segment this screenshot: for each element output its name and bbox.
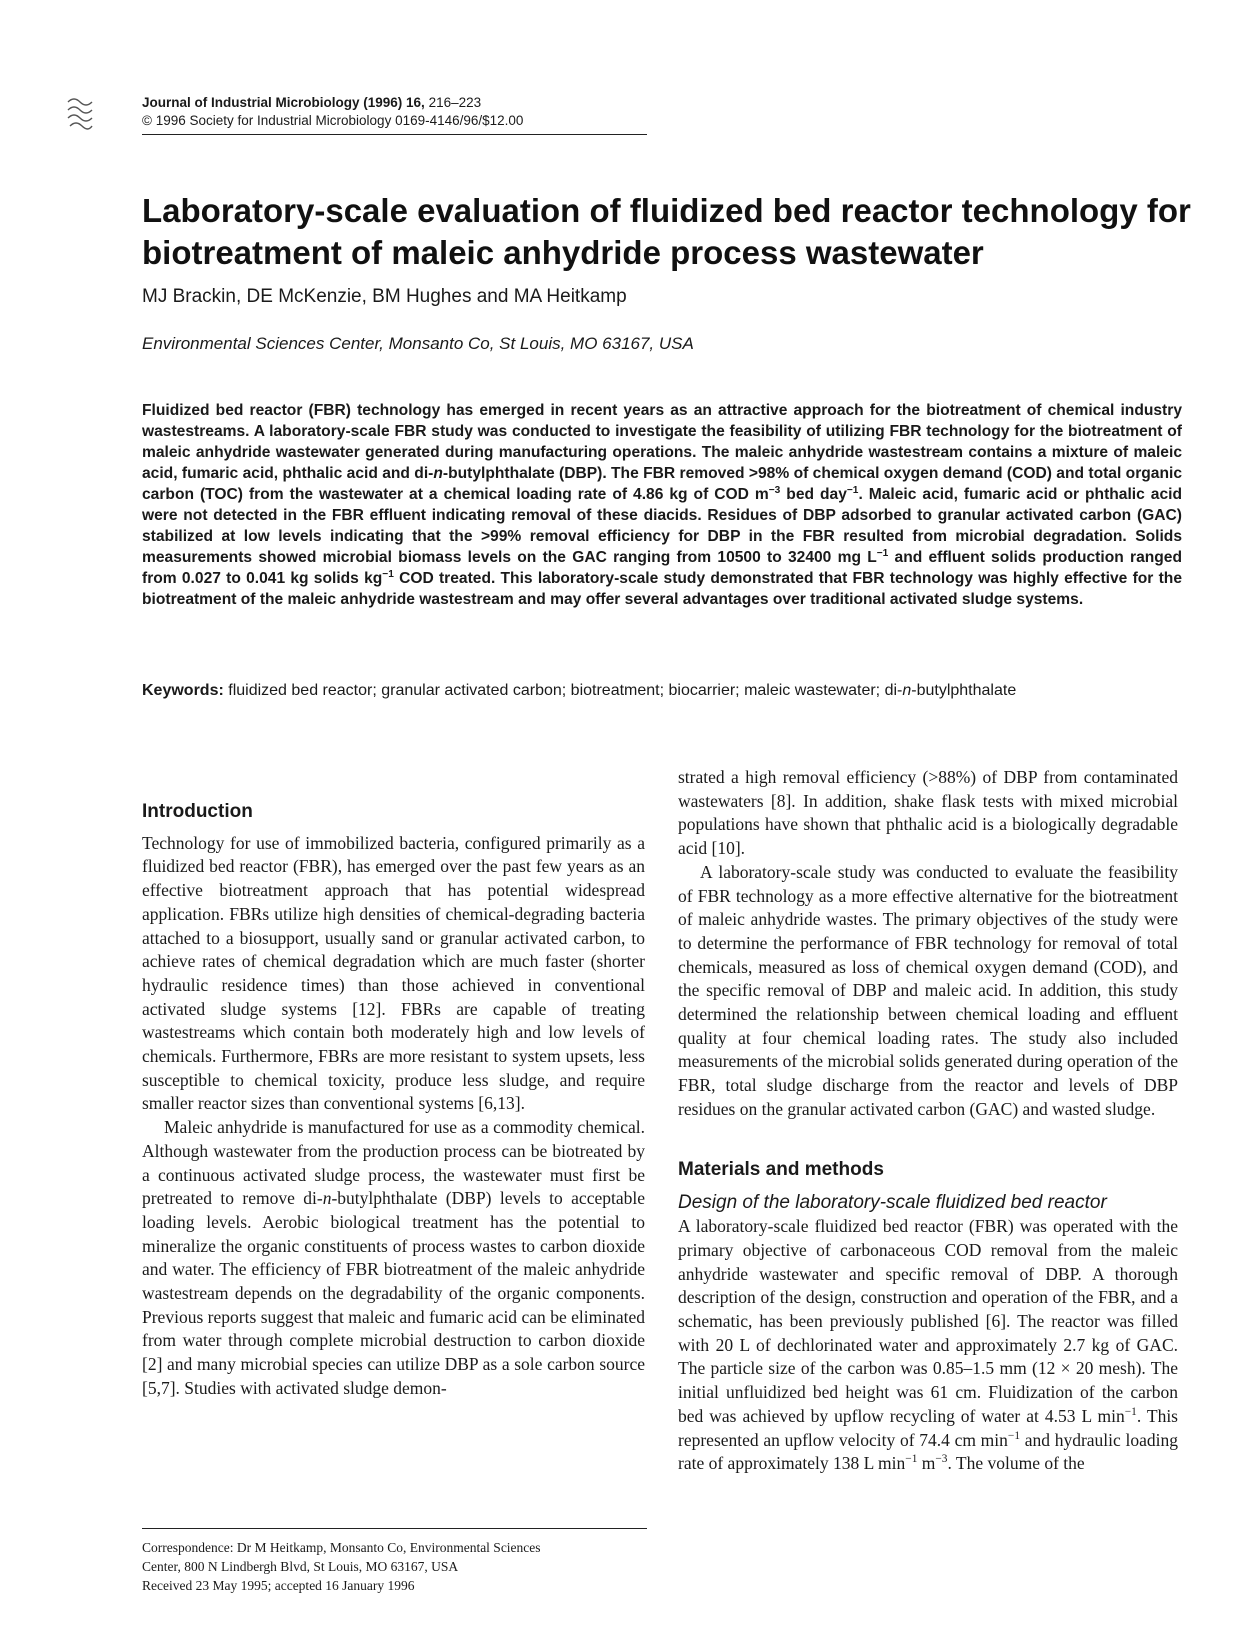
footnote-line: Center, 800 N Lindbergh Blvd, St Louis, MO 63167, USA <box>142 1559 459 1574</box>
paragraph-superscript: −1 <box>1007 1429 1021 1442</box>
paragraph-superscript: −3 <box>935 1453 948 1466</box>
abstract-text: -butylphthalate (DBP). The FBR removed >98% of chemical oxygen demand (COD) and total organic carbon (TOC) from the wastewater at a chemical loading rate of 4.86 kg of COD m <box>142 465 1182 503</box>
paragraph-text: Maleic anhydride is manufactured for use as a commodity chemical. Although wastewater from the production process can be biotreated by a continuous activated sludge process, the wastewater must first be pretreated to remove di- <box>142 1117 645 1209</box>
right-paragraph-2: A laboratory-scale study was conducted to evaluate the feasibility of FBR technology as a more effective alternative for the biotreatment of maleic anhydride wastes. The primary objectives of the study were to determine the performance of FBR technology for removal of total chemicals, measured as loss of chemical oxygen demand (COD), and the specific removal of DBP and maleic acid. In addition, this study determined the relationship between chemical loading and effluent quality at four chemical loading rates. The study also included measurements of the microbial solids generated during operation of the FBR, total sludge discharge from the reactor and levels of DBP residues on the granular activated carbon (GAC) and wasted sludge. <box>678 861 1178 1119</box>
abstract-text: . Maleic acid, fumaric acid or phthalic acid were not detected in the FBR effluent indicating removal of these diacids. Residues of DBP adsorbed to granular activated carbon (GAC) stabilized at low levels indicating that the >99% removal efficiency for DBP in the FBR resulted from microbial degradation. Solids measurements showed microbial biomass levels on the GAC ranging from 10500 to 32400 mg L <box>142 486 1182 566</box>
abstract-superscript: −1 <box>846 484 859 496</box>
authors: MJ Brackin, DE McKenzie, BM Hughes and MA Heitkamp <box>142 286 627 307</box>
journal-header <box>142 94 523 130</box>
abstract-italic: n <box>433 465 443 482</box>
intro-paragraph-1: Technology for use of immobilized bacteria, configured primarily as a fluidized bed reactor (FBR), has emerged over the past few years as an effective biotreatment approach that has potential widespread application. FBRs utilize high densities of chemical-degrading bacteria attached to a biosupport, usually sand or granular activated carbon, to achieve rates of chemical degradation which are much faster (shorter hydraulic residence times) than those achieved in conventional activated sludge systems [12]. FBRs are capable of treating wastestreams which contain both moderately high and low levels of chemicals. Furthermore, FBRs are more resistant to system upsets, less susceptible to chemical toxicity, produce less sludge, and require smaller reactor sizes than conventional systems [6,13]. <box>142 832 645 1114</box>
paragraph-text: . This represented an upflow velocity of 74.4 cm min <box>678 1405 1178 1450</box>
abstract-text: Fluidized bed reactor (FBR) technology has emerged in recent years as an attractive approach for the biotreatment of chemical industry wastestreams. A laboratory-scale FBR study was conducted to investigate the feasibility of utilizing FBR technology for the biotreatment of maleic anhydride wastewater generated during manufacturing operations. The maleic anhydride wastestream contains a mixture of maleic acid, fumaric acid, phthalic acid and di- <box>142 402 1182 482</box>
paragraph-superscript: −1 <box>905 1453 918 1466</box>
paragraph-superscript: −1 <box>1124 1406 1137 1419</box>
header-rule <box>142 134 647 135</box>
correspondence-footnote <box>142 1538 647 1595</box>
introduction-heading: Introduction <box>142 801 253 822</box>
society-logo-icon <box>64 94 96 134</box>
paragraph-text: m <box>917 1453 936 1474</box>
keywords-italic: n <box>902 682 912 699</box>
paragraph-text: . The volume of the <box>947 1453 1085 1474</box>
footnote-line: Received 23 May 1995; accepted 16 January 1996 <box>142 1578 415 1593</box>
paragraph-italic: n <box>322 1188 332 1209</box>
abstract-text: COD treated. This laboratory-scale study demonstrated that FBR technology was highly effective for the biotreatment of the maleic anhydride wastestream and may offer several advantages over traditional activated sludge systems. <box>142 570 1182 608</box>
keywords-text-end: -butylphthalate <box>911 682 1017 699</box>
keywords <box>142 680 1187 702</box>
keywords-text: fluidized bed reactor; granular activated carbon; biotreatment; biocarrier; maleic wastewater; di- <box>223 682 903 699</box>
design-subheading: Design of the laboratory-scale fluidized bed reactor <box>678 1192 1107 1214</box>
footnote-rule <box>142 1528 647 1529</box>
journal-pages: 216–223 <box>424 95 482 110</box>
journal-copyright: © 1996 Society for Industrial Microbiology 0169-4146/96/$12.00 <box>142 113 524 128</box>
footnote-line: Correspondence: Dr M Heitkamp, Monsanto Co, Environmental Sciences <box>142 1540 541 1555</box>
paragraph-text: A laboratory-scale fluidized bed reactor (FBR) was operated with the primary objective of carbonaceous COD removal from the maleic anhydride wastewater and specific removal of DBP. A thorough description of the design, construction and operation of the FBR, and a schematic, has been previously published [6]. The reactor was filled with 20 L of dechlorinated water and approximately 2.7 kg of GAC. The particle size of the carbon was 0.85–1.5 mm (12 × 20 mesh). The initial unfluidized bed height was 61 cm. Fluidization of the carbon bed was achieved by upflow recycling of water at 4.53 L min <box>678 1216 1178 1426</box>
intro-paragraph-2 <box>142 1116 645 1400</box>
journal-name: Journal of Industrial Microbiology (1996) 16, <box>142 95 425 110</box>
paper-title: Laboratory-scale evaluation of fluidized bed reactor technology for biotreatment of maleic anhydride process wastewater <box>142 192 1191 271</box>
paragraph-text: -butylphthalate (DBP) levels to acceptable loading levels. Aerobic biological treatment has the potential to mineralize the organic constituents of process wastes to carbon dioxide and water. The efficiency of FBR biotreatment of the maleic anhydride wastestream depends on the degradability of the organic components. Previous reports suggest that maleic and fumaric acid can be eliminated from water through complete microbial destruction to carbon dioxide [2] and many microbial species can utilize DBP as a sole carbon source [5,7]. Studies with activated sludge demon- <box>142 1188 645 1398</box>
methods-heading: Materials and methods <box>678 1158 884 1180</box>
left-column <box>142 800 645 1401</box>
keywords-label: Keywords: <box>142 682 224 699</box>
right-paragraph-1: strated a high removal efficiency (>88%) of DBP from contaminated wastewaters [8]. In addition, shake flask tests with mixed microbial populations have shown that phthalic acid is a biologically degradable acid [10]. <box>678 767 1178 859</box>
abstract-text: and effluent solids production ranged from 0.027 to 0.041 kg solids kg <box>142 549 1182 587</box>
abstract-text: bed day <box>780 486 847 503</box>
abstract-superscript: −1 <box>382 568 394 580</box>
design-paragraph <box>678 1215 1178 1476</box>
right-column <box>678 766 1178 1476</box>
abstract <box>142 400 1182 610</box>
abstract-superscript: −1 <box>876 547 889 559</box>
paragraph-text: and hydraulic loading rate of approximately 138 L min <box>678 1429 1178 1474</box>
affiliation: Environmental Sciences Center, Monsanto Co, St Louis, MO 63167, USA <box>142 334 694 353</box>
abstract-superscript: −3 <box>768 484 781 496</box>
